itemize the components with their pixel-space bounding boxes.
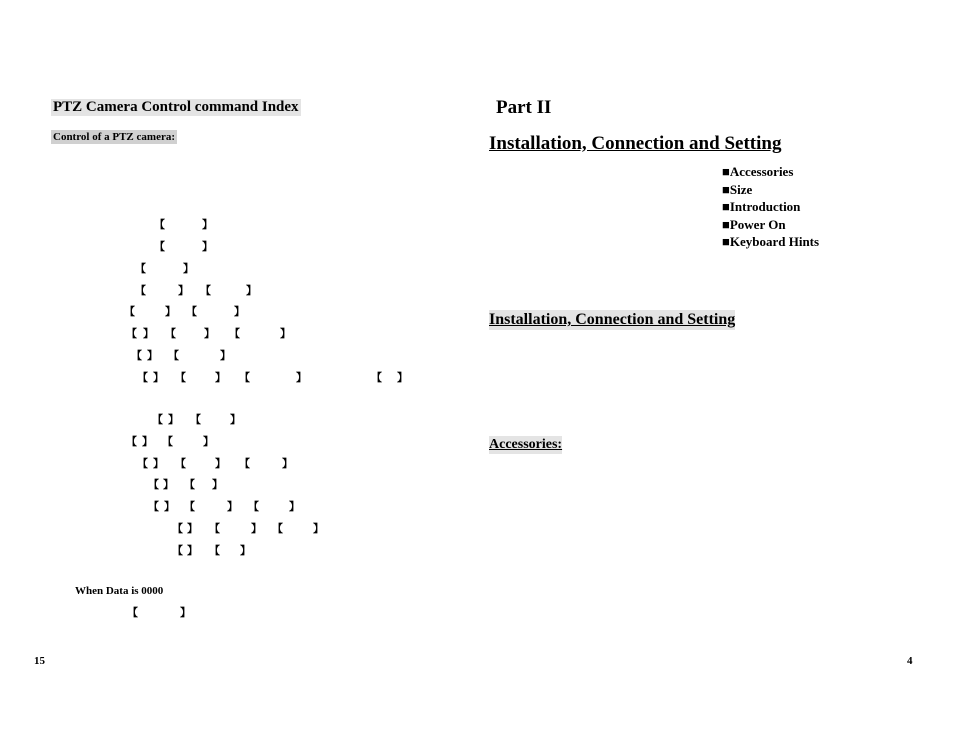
close-bracket: 】: [234, 305, 245, 318]
open-bracket: 【: [126, 435, 137, 448]
close-bracket: 】: [280, 327, 291, 340]
open-bracket: 【: [272, 522, 283, 535]
open-bracket: 【: [229, 327, 240, 340]
open-bracket: 【: [209, 522, 220, 535]
open-bracket: 【: [172, 544, 183, 557]
open-bracket: 【: [239, 371, 250, 384]
open-bracket: 【: [154, 218, 165, 231]
close-bracket: 】: [215, 457, 226, 470]
close-bracket: 】: [187, 544, 198, 557]
close-bracket: 】: [202, 218, 213, 231]
close-bracket: 】: [240, 544, 251, 557]
ptz-control-subtitle: Control of a PTZ camera:: [53, 131, 175, 143]
command-index-title: PTZ Camera Control command Index: [53, 99, 299, 115]
accessories-heading: Accessories:: [489, 437, 563, 452]
open-bracket: 【: [190, 413, 201, 426]
close-bracket: 】: [397, 371, 408, 384]
close-bracket: 】: [187, 522, 198, 535]
close-bracket: 】: [202, 240, 213, 253]
close-bracket: 】: [164, 500, 175, 513]
contents-list: [722, 163, 819, 251]
open-bracket: 【: [168, 349, 179, 362]
open-bracket: 【: [209, 544, 220, 557]
installation-title: Installation, Connection and Setting: [489, 133, 782, 154]
close-bracket: 】: [313, 522, 324, 535]
close-bracket: 】: [142, 435, 153, 448]
open-bracket: 【: [162, 435, 173, 448]
close-bracket: 】: [212, 478, 223, 491]
contents-item-accessories: ■Accessories: [722, 164, 794, 179]
close-bracket: 】: [289, 500, 300, 513]
contents-item-power-on: ■Power On: [722, 216, 786, 232]
page-number-left: 15: [34, 655, 45, 667]
close-bracket: 】: [220, 349, 231, 362]
close-bracket: 】: [153, 457, 164, 470]
open-bracket: 【: [239, 457, 250, 470]
page-number-right: 4: [907, 655, 913, 667]
open-bracket: 【: [186, 305, 197, 318]
close-bracket: 】: [246, 284, 257, 297]
close-bracket: 】: [143, 327, 154, 340]
open-bracket: 【: [371, 371, 382, 384]
open-bracket: 【: [152, 413, 163, 426]
close-bracket: 】: [204, 327, 215, 340]
contents-item-keyboard-hints: ■Keyboard Hints: [722, 234, 820, 250]
close-bracket: 】: [165, 305, 176, 318]
open-bracket: 【: [184, 500, 195, 513]
open-bracket: 【: [135, 262, 146, 275]
close-bracket: 】: [230, 413, 241, 426]
open-bracket: 【: [148, 500, 159, 513]
open-bracket: 【: [126, 327, 137, 340]
close-bracket: 】: [183, 262, 194, 275]
close-bracket: 】: [178, 284, 189, 297]
open-bracket: 【: [175, 371, 186, 384]
close-bracket: 】: [215, 371, 226, 384]
open-bracket: 【: [248, 500, 259, 513]
part-heading: Part II: [496, 97, 552, 118]
close-bracket: 】: [227, 500, 238, 513]
open-bracket: 【: [137, 457, 148, 470]
open-bracket: 【: [135, 284, 146, 297]
open-bracket: 【: [172, 522, 183, 535]
open-bracket: 【: [131, 349, 142, 362]
close-bracket: 】: [251, 522, 262, 535]
close-bracket: 】: [153, 371, 164, 384]
open-bracket: 【: [165, 327, 176, 340]
contents-item-introduction: ■Introduction: [722, 199, 801, 215]
close-bracket: 】: [180, 606, 191, 619]
open-bracket: 【: [184, 478, 195, 491]
close-bracket: 】: [168, 413, 179, 426]
open-bracket: 【: [148, 478, 159, 491]
close-bracket: 】: [203, 435, 214, 448]
open-bracket: 【: [175, 457, 186, 470]
data-note: When Data is 0000: [75, 585, 164, 597]
open-bracket: 【: [200, 284, 211, 297]
close-bracket: 】: [163, 478, 174, 491]
contents-item-size: ■Size: [722, 181, 753, 197]
section-heading: Installation, Connection and Setting: [489, 311, 736, 328]
open-bracket: 【: [137, 371, 148, 384]
close-bracket: 】: [296, 371, 307, 384]
open-bracket: 【: [124, 305, 135, 318]
open-bracket: 【: [127, 606, 138, 619]
close-bracket: 】: [147, 349, 158, 362]
open-bracket: 【: [154, 240, 165, 253]
close-bracket: 】: [282, 457, 293, 470]
